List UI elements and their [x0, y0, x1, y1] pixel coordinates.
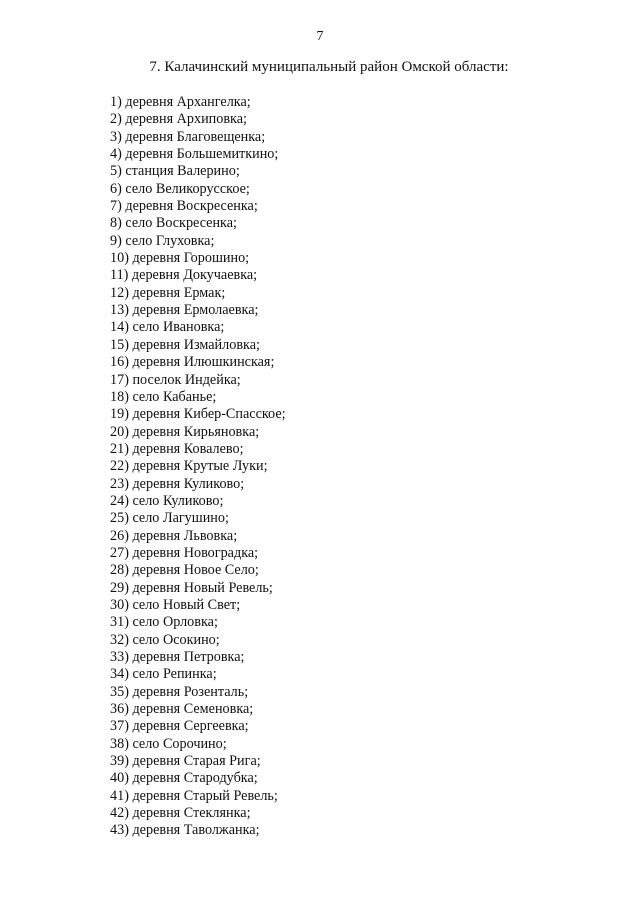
- list-item: 35) деревня Розенталь;: [110, 683, 249, 700]
- list-item: 14) село Ивановка;: [110, 319, 225, 336]
- list-item: 30) село Новый Свет;: [110, 596, 241, 613]
- list-item: 3) деревня Благовещенка;: [110, 128, 266, 145]
- list-item: 8) село Воскресенка;: [110, 215, 237, 232]
- list-item: 26) деревня Львовка;: [110, 527, 238, 544]
- list-item: 38) село Сорочино;: [110, 735, 227, 752]
- page-number: 7: [316, 29, 324, 44]
- list-item: 11) деревня Докучаевка;: [110, 267, 258, 284]
- list-item: 22) деревня Крутые Луки;: [110, 458, 268, 475]
- list-item: 1) деревня Архангелка;: [110, 94, 251, 110]
- list-item: 17) поселок Индейка;: [110, 371, 241, 388]
- list-item: 16) деревня Илюшкинская;: [110, 354, 275, 371]
- list-item: 32) село Осокино;: [110, 631, 220, 648]
- list-item: 37) деревня Сергеевка;: [110, 718, 249, 735]
- list-item: 33) деревня Петровка;: [110, 649, 245, 665]
- list-item: 12) деревня Ермак;: [110, 284, 226, 301]
- list-item: 4) деревня Большемиткино;: [110, 146, 279, 163]
- list-item: 13) деревня Ермолаевка;: [110, 302, 259, 319]
- list-item: 40) деревня Стародубка;: [110, 770, 258, 787]
- list-item: 18) село Кабанье;: [110, 388, 217, 405]
- list-item: 20) деревня Кирьяновка;: [110, 423, 260, 440]
- list-item: 39) деревня Старая Рига;: [110, 753, 261, 770]
- list-item: 42) деревня Стеклянка;: [110, 805, 251, 822]
- list-item: 36) деревня Семеновка;: [110, 701, 254, 718]
- list-item: 43) деревня Таволжанка;: [110, 822, 260, 839]
- list-item: 15) деревня Измайловка;: [110, 336, 260, 353]
- list-item: 31) село Орловка;: [110, 614, 218, 631]
- settlement-list: [110, 94, 286, 840]
- list-item: 7) деревня Воскресенка;: [110, 198, 258, 215]
- list-item: 21) деревня Ковалево;: [110, 440, 244, 457]
- list-item: 41) деревня Старый Ревель;: [110, 787, 278, 804]
- list-item: 25) село Лагушино;: [110, 510, 229, 527]
- list-item: 29) деревня Новый Ревель;: [110, 579, 273, 596]
- list-item: 24) село Куликово;: [110, 492, 224, 509]
- list-item: 23) деревня Куликово;: [110, 475, 245, 492]
- list-item: 9) село Глуховка;: [110, 232, 215, 249]
- list-item: 19) деревня Кибер-Спасское;: [110, 406, 286, 423]
- list-item: 6) село Великорусское;: [110, 180, 250, 197]
- list-item: 27) деревня Новоградка;: [110, 544, 259, 561]
- list-item: 5) станция Валерино;: [110, 163, 240, 180]
- list-item: 2) деревня Архиповка;: [110, 111, 247, 128]
- section-heading: 7. Калачинский муниципальный район Омской области:: [149, 59, 509, 75]
- list-item: 28) деревня Новое Село;: [110, 562, 259, 579]
- list-item: 34) село Репинка;: [110, 666, 217, 683]
- list-item: 10) деревня Горошино;: [110, 250, 250, 267]
